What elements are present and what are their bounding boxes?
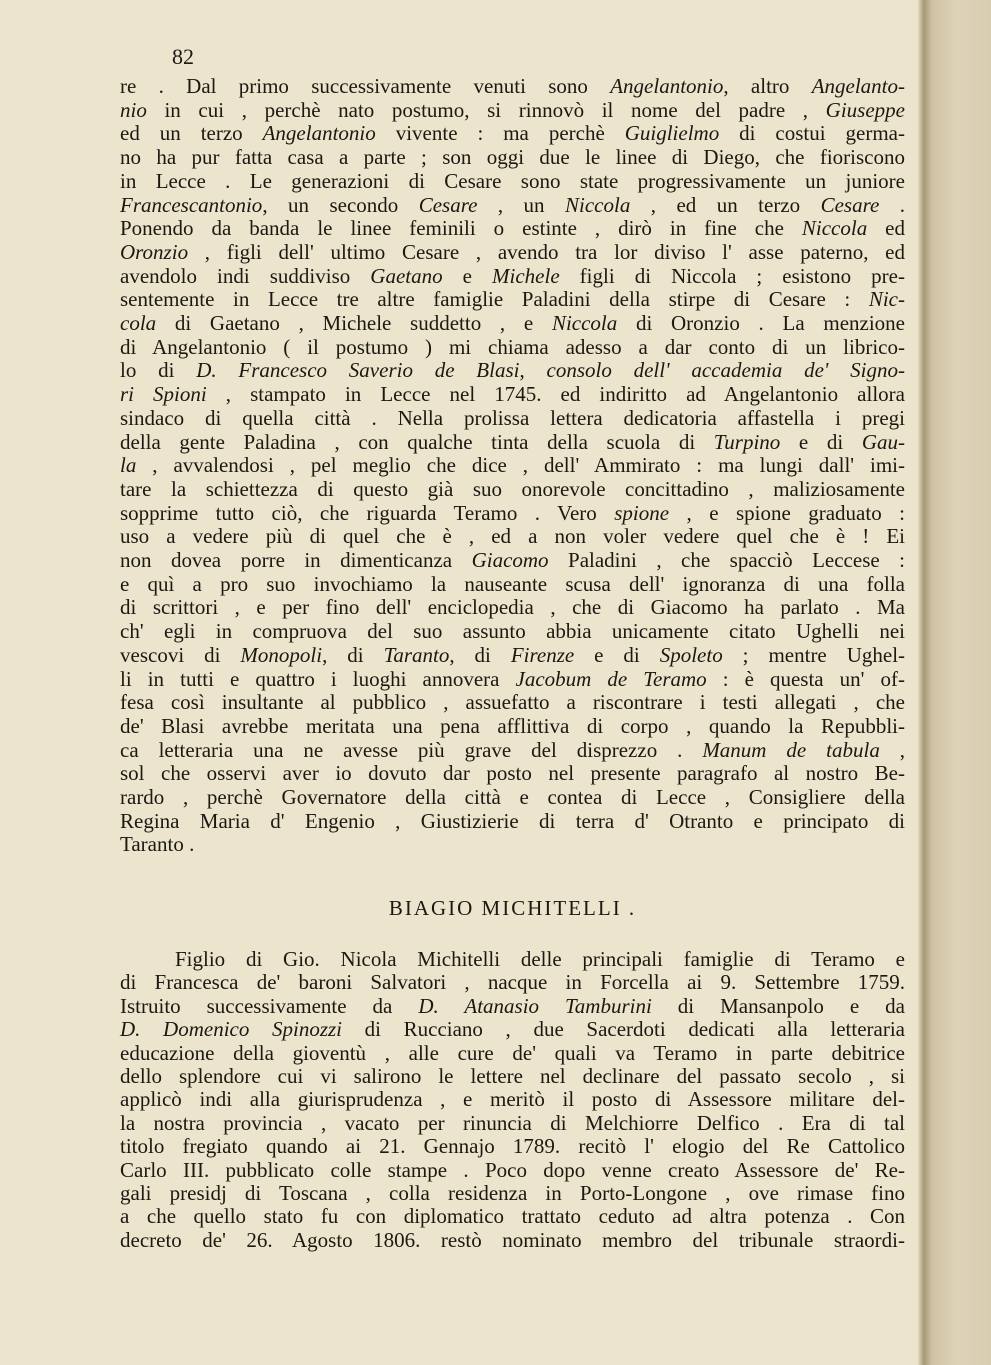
- text-line: [120, 970, 905, 994]
- italic-text: Cesare: [418, 192, 478, 217]
- text-run: e di: [574, 642, 660, 667]
- text-line: [120, 74, 905, 98]
- text-run: la nostra provincia , vacato per rinuncia di Melchiorre Delfico . Era di tal: [120, 1110, 905, 1135]
- text-line: [120, 738, 905, 762]
- italic-text: Angelantonio: [262, 121, 376, 146]
- italic-text: consolo dell' accademia de' Signo-: [546, 358, 906, 383]
- text-run: di Angelantonio ( il postumo ) mi chiama adesso a dar conto di un librico-: [120, 334, 905, 359]
- text-line: [120, 595, 905, 619]
- text-run: , e spione graduato :: [669, 500, 905, 525]
- text-run: li in tutti e quattro i luoghi annovera: [120, 666, 516, 691]
- text-run: : è questa un' of-: [706, 666, 905, 691]
- text-run: , di: [449, 642, 511, 667]
- text-line: [120, 311, 905, 335]
- text-line: [120, 501, 905, 525]
- italic-text: D. Domenico Spinozzi: [120, 1017, 343, 1042]
- text-line: [120, 572, 905, 596]
- italic-text: cola: [120, 311, 157, 335]
- text-line: [120, 667, 905, 691]
- text-run: Figlio di Gio. Nicola Michitelli delle principali famiglie di Teramo e: [175, 947, 905, 971]
- text-run: di Gaetano , Michele suddetto , e: [156, 311, 552, 335]
- text-line: [120, 1134, 905, 1158]
- text-line: [120, 1041, 905, 1065]
- italic-text: Taranto: [383, 642, 450, 667]
- text-line: [120, 287, 905, 311]
- text-run: , stampato in Lecce nel 1745. ed indiritto ad Angelantonio allora: [206, 382, 905, 407]
- text-run: non dovea porre in dimenticanza: [120, 548, 472, 572]
- text-line: [120, 832, 905, 856]
- text-run: ed: [867, 216, 905, 241]
- italic-text: Cesare: [820, 192, 880, 217]
- text-run: decreto de' 26. Agosto 1806. restò nominato membro del tribunale straordi-: [120, 1227, 905, 1252]
- text-line: [120, 216, 905, 240]
- italic-text: Turpino: [713, 429, 781, 454]
- text-line: [120, 524, 905, 548]
- italic-text: Michele: [492, 263, 560, 288]
- text-line: [120, 358, 905, 382]
- text-line: [120, 714, 905, 738]
- section-title: BIAGIO MICHITELLI .: [388, 896, 637, 920]
- text-run: lo di: [120, 358, 197, 383]
- text-run: uso a vedere più di quel che è , ed a non voler vedere quel che è ! Ei: [120, 524, 905, 549]
- page-edge: [918, 0, 991, 1365]
- italic-text: Francescantonio: [120, 192, 263, 217]
- text-run: e quì a pro suo invochiamo la nauseante scusa dell' ignoranza di una folla: [120, 571, 905, 596]
- text-run: Ponendo da banda le linee feminili o estinte , dirò in fine che: [120, 216, 802, 241]
- text-run: , ed un terzo: [630, 192, 821, 217]
- text-run: in Lecce . Le generazioni di Cesare sono state progressivamente un juniore: [120, 168, 905, 193]
- text-line: [120, 264, 905, 288]
- text-line: [120, 1087, 905, 1111]
- text-line: [120, 994, 905, 1018]
- italic-text: nio: [120, 97, 147, 122]
- text-run: di Francesca de' baroni Salvatori , nacque in Forcella ai 9. Settembre 1759.: [120, 970, 905, 995]
- italic-text: la: [120, 453, 137, 478]
- text-line: [120, 548, 905, 572]
- italic-text: Oronzio: [120, 239, 189, 264]
- text-run: Istruito successivamente da: [120, 993, 419, 1018]
- text-line: [120, 98, 905, 122]
- text-line: [120, 477, 905, 501]
- italic-text: spione: [614, 500, 670, 525]
- text-run: , di: [322, 642, 384, 667]
- text-run: ; mentre Ughel-: [722, 642, 906, 667]
- text-run: e di: [780, 429, 862, 454]
- italic-text: ri Spioni: [120, 382, 207, 407]
- text-run: , avvalendosi , pel meglio che dice , dell' Ammirato : ma lungi dall' imi-: [136, 453, 905, 478]
- text-line: [120, 335, 905, 359]
- text-run: , altro: [723, 74, 812, 98]
- text-run: ,: [519, 358, 547, 383]
- text-line: [120, 382, 905, 406]
- italic-text: Niccola: [551, 311, 618, 335]
- text-line: [120, 1228, 905, 1252]
- italic-text: D. Atanasio Tamburini: [418, 993, 652, 1018]
- text-run: vivente : ma perchè: [375, 121, 625, 146]
- text-line: [120, 619, 905, 643]
- text-line: [120, 453, 905, 477]
- italic-text: Niccola: [801, 216, 868, 241]
- text-line: [120, 785, 905, 809]
- text-run: rardo , perchè Governatore della città e contea di Lecce , Consigliere della: [120, 785, 905, 809]
- italic-text: Giuseppe: [825, 97, 905, 122]
- text-line: [120, 643, 905, 667]
- text-run: de' Blasi avrebbe meritata una pena afflittiva di corpo , quando la Repubbli-: [120, 713, 905, 738]
- text-line: [120, 1111, 905, 1135]
- text-run: fesa così insultante al pubblico , assuefatto a riscontrare i testi allegati , che: [120, 690, 905, 715]
- text-run: vescovi di: [120, 642, 241, 667]
- italic-text: Monopoli: [240, 642, 323, 667]
- text-line: [120, 169, 905, 193]
- text-run: di scrittori , e per fino dell' enciclopedia , che di Giacomo ha parlato . Ma: [120, 595, 905, 620]
- text-line: [120, 1158, 905, 1182]
- italic-text: Angelantonio: [610, 74, 724, 98]
- text-run: sindaco di quella città . Nella prolissa lettera dedicatoria affastella i pregi: [120, 405, 905, 430]
- italic-text: Firenze: [510, 642, 575, 667]
- text-line: [120, 1064, 905, 1088]
- text-line: [120, 406, 905, 430]
- text-run: di Oronzio . La menzione: [617, 311, 905, 335]
- text-run: ch' egli in compruova del suo assunto abbia unicamente citato Ughelli nei: [120, 619, 905, 644]
- text-line: [120, 1181, 905, 1205]
- italic-text: Gaetano: [370, 263, 443, 288]
- italic-text: Niccola: [565, 192, 631, 217]
- text-run: educazione della gioventù , alle cure de' quali va Teramo in parte debitrice: [120, 1040, 905, 1065]
- italic-text: Guiglielmo: [624, 121, 720, 146]
- italic-text: Spoleto: [659, 642, 723, 667]
- italic-text: Giacomo: [471, 548, 549, 572]
- text-run: , un: [477, 192, 565, 217]
- text-line: [120, 121, 905, 145]
- italic-text: Jacobum de Teramo: [515, 666, 707, 691]
- text-run: tare la schiettezza di questo già suo onorevole concittadino , maliziosamente: [120, 476, 905, 501]
- text-run: sol che osservi aver io dovuto dar posto nel presente paragrafo al nostro Be-: [120, 761, 905, 786]
- text-run: , un secondo: [262, 192, 419, 217]
- text-run: a che quello stato fu con diplomatico trattato ceduto ad altra potenza . Con: [120, 1204, 905, 1229]
- text-run: in cui , perchè nato postumo, si rinnovò il nome del padre ,: [146, 97, 826, 122]
- text-run: e: [442, 263, 493, 288]
- italic-text: Gau-: [861, 429, 905, 454]
- text-run: dello splendore cui vi salirono le lettere nel declinare del passato secolo , si: [120, 1064, 905, 1088]
- text-run: ca letteraria una ne avesse più grave del disprezzo .: [120, 737, 703, 762]
- text-run: avendolo indi suddiviso: [120, 263, 371, 288]
- text-run: sentemente in Lecce tre altre famiglie Paladini della stirpe di Cesare :: [120, 287, 869, 312]
- text-run: di Mansanpolo e da: [651, 993, 906, 1018]
- text-line: [120, 690, 905, 714]
- text-line: [120, 193, 905, 217]
- text-run: della gente Paladina , con qualche tinta della scuola di: [120, 429, 714, 454]
- text-line: [120, 809, 905, 833]
- text-run: di costui germa-: [719, 121, 905, 146]
- text-run: , figli dell' ultimo Cesare , avendo tra lor diviso l' asse paterno, ed: [188, 239, 905, 264]
- text-run: .: [879, 192, 905, 217]
- text-run: ,: [879, 737, 906, 762]
- text-run: Carlo III. pubblicato colle stampe . Poco dopo venne creato Assessore de' Re-: [120, 1157, 905, 1182]
- text-run: Paladini , che spacciò Leccese :: [548, 548, 905, 572]
- italic-text: Angelanto-: [811, 74, 906, 98]
- text-run: Taranto .: [120, 832, 195, 857]
- text-run: di Rucciano , due Sacerdoti dedicati alla letteraria: [342, 1017, 905, 1042]
- text-run: re . Dal primo successivamente venuti sono: [120, 74, 611, 98]
- italic-text: Manum de tabula: [702, 737, 880, 762]
- text-line: [120, 761, 905, 785]
- page-number: 82: [172, 44, 194, 69]
- text-line: [120, 145, 905, 169]
- text-line: [120, 1204, 905, 1228]
- text-run: sopprime tutto ciò, che riguarda Teramo . Vero: [120, 500, 615, 525]
- text-run: gali presidj di Toscana , colla residenza in Porto-Longone , ove rimase fino: [120, 1181, 905, 1205]
- text-line: [120, 430, 905, 454]
- text-run: figli di Niccola ; esistono pre-: [559, 263, 905, 288]
- italic-text: Nic-: [868, 287, 905, 312]
- italic-text: D. Francesco Saverio de Blasi: [196, 358, 520, 383]
- text-line: [175, 947, 905, 971]
- text-run: Regina Maria d' Engenio , Giustizierie di terra d' Otranto e principato di: [120, 808, 905, 833]
- text-run: ed un terzo: [120, 121, 263, 146]
- text-run: applicò indi alla giurisprudenza , e meritò il posto di Assessore militare del-: [120, 1087, 905, 1112]
- text-run: titolo fregiato quando ai 21. Gennajo 1789. recitò l' elogio del Re Cattolico: [120, 1134, 905, 1159]
- text-line: [120, 240, 905, 264]
- text-line: [120, 1017, 905, 1041]
- text-run: no ha pur fatta casa a parte ; son oggi due le linee di Diego, che fioriscono: [120, 145, 905, 170]
